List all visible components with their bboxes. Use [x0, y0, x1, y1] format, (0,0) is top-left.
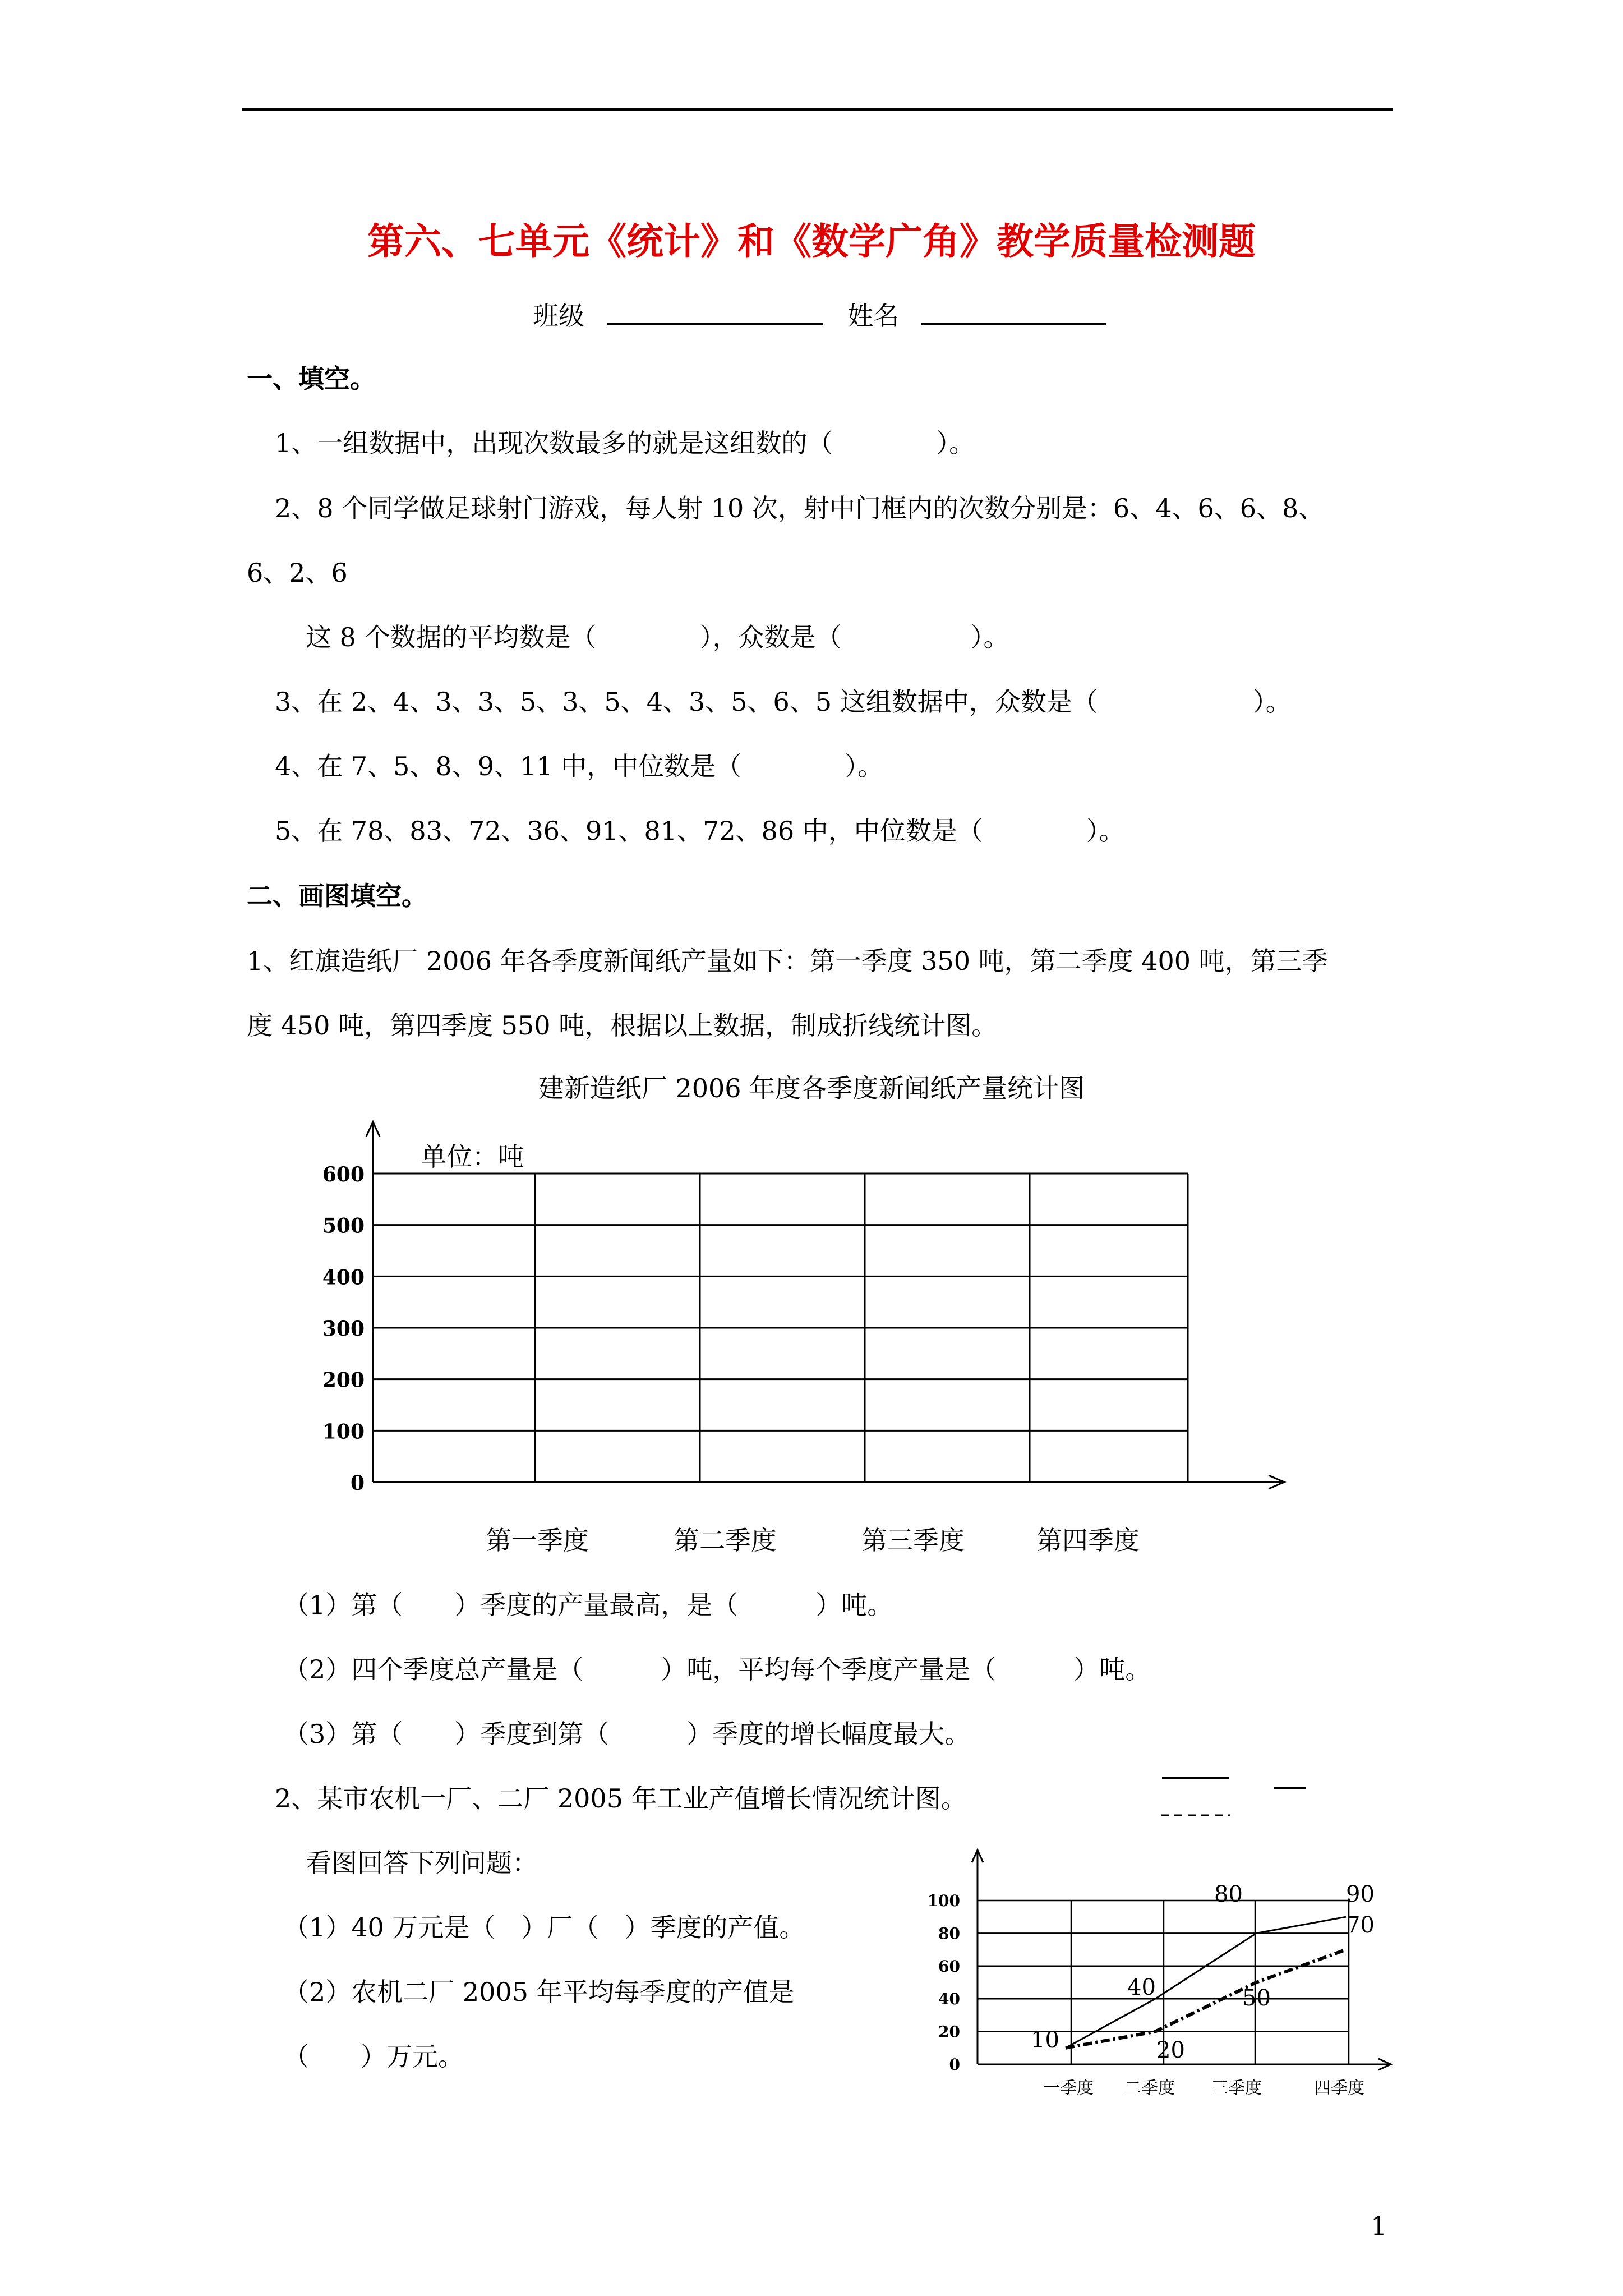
chart1-y-tick-label: 600 [322, 1163, 365, 1186]
p1-text-line1: 1、红旗造纸厂 2006 年各季度新闻纸产量如下：第一季度 350 吨，第二季度 400 吨，第三季 [247, 946, 1328, 976]
chart1-grid [373, 1174, 1188, 1482]
chart2-y-ticks [928, 1892, 960, 2074]
student-info [533, 300, 1106, 332]
q4-text: 4、在 7、5、8、9、11 中，中位数是（ ）。 [275, 751, 884, 781]
chart2-data-label: 20 [1156, 2037, 1185, 2063]
chart2-categories [1043, 2078, 1364, 2098]
legend-short-line [1274, 1787, 1306, 1789]
chart1-y-tick-label: 500 [322, 1214, 365, 1238]
chart2-data-label: 90 [1346, 1881, 1375, 1907]
chart1-category-label: 第二季度 [674, 1525, 777, 1556]
page-number: 1 [1371, 2211, 1387, 2241]
p2-q2b-text: （ ）万元。 [283, 2041, 464, 2072]
chart1-categories [486, 1525, 1140, 1556]
chart1-y-tick-label: 0 [350, 1471, 365, 1495]
chart2-data-label: 40 [1127, 1975, 1156, 2000]
p2-text: 2、某市农机一厂、二厂 2005 年工业产值增长情况统计图。 [275, 1783, 967, 1814]
chart2-y-tick-label: 0 [949, 2055, 960, 2074]
chart2-y-tick-label: 100 [927, 1892, 960, 1910]
chart1-y-ticks [322, 1163, 365, 1495]
q5-text: 5、在 78、83、72、36、91、81、72、86 中，中位数是（ ）。 [275, 816, 1125, 846]
chart1-category-label: 第三季度 [861, 1525, 965, 1556]
sub3-text: （3）第（ ）季度到第（ ）季度的增长幅度最大。 [283, 1719, 971, 1749]
chart1-axes [366, 1122, 1284, 1489]
legend-dashed-line [1161, 1813, 1234, 1818]
chart2-category-label: 一季度 [1043, 2078, 1094, 2098]
p2-q2-text: （2）农机二厂 2005 年平均每季度的产值是 [283, 1977, 795, 2007]
chart2-data-label: 80 [1214, 1881, 1243, 1907]
chart2-category-label: 二季度 [1124, 2078, 1175, 2098]
chart2-series [1066, 1917, 1346, 2048]
chart2-data-labels [1031, 1881, 1375, 2063]
p1-text-line2: 度 450 吨，第四季度 550 吨，根据以上数据，制成折线统计图。 [247, 1010, 998, 1041]
chart1-category-label: 第一季度 [486, 1525, 589, 1556]
chart2-series-line-1 [1066, 1917, 1346, 2048]
chart2 [897, 1834, 1402, 2104]
chart1-y-tick-label: 300 [322, 1317, 365, 1341]
page-title: 第六、七单元《统计》和《数学广角》教学质量检测题 [367, 219, 1256, 263]
q1-text: 1、一组数据中，出现次数最多的就是这组数的（ ）。 [275, 428, 975, 458]
sub1-text: （1）第（ ）季度的产量最高，是（ ）吨。 [283, 1590, 893, 1620]
name-label: 姓名 [847, 301, 900, 331]
chart2-data-label: 70 [1346, 1912, 1375, 1938]
p2-q1-text: （1）40 万元是（ ）厂（ ）季度的产值。 [283, 1912, 805, 1943]
section1-heading: 一、填空。 [247, 364, 376, 394]
chart1-y-tick-label: 400 [322, 1266, 365, 1290]
class-field[interactable] [607, 301, 823, 325]
q2-text-line1: 2、8 个同学做足球射门游戏，每人射 10 次，射中门框内的次数分别是：6、4、6、6、8、 [275, 493, 1325, 523]
class-label: 班级 [533, 301, 584, 331]
chart2-data-label: 10 [1031, 2027, 1059, 2053]
chart1-category-label: 第四季度 [1036, 1525, 1140, 1556]
name-field[interactable] [921, 301, 1106, 325]
chart2-y-tick-label: 20 [938, 2022, 960, 2041]
chart1-unit-label: 单位：吨 [421, 1142, 524, 1172]
chart1-y-tick-label: 200 [322, 1368, 365, 1392]
chart2-category-label: 三季度 [1211, 2078, 1262, 2098]
chart2-category-label: 四季度 [1314, 2078, 1364, 2098]
header-rule [242, 108, 1393, 111]
chart1 [0, 1111, 1623, 1571]
q2-text-line3: 这 8 个数据的平均数是（ ），众数是（ ）。 [306, 622, 1009, 652]
chart1-y-tick-label: 100 [322, 1420, 365, 1444]
chart2-y-tick-label: 40 [938, 1990, 960, 2009]
sub2-text: （2）四个季度总产量是（ ）吨，平均每个季度产量是（ ）吨。 [283, 1654, 1151, 1685]
legend-solid-line [1162, 1777, 1229, 1779]
section2-heading: 二、画图填空。 [247, 881, 427, 911]
p2-prompt: 看图回答下列问题： [306, 1848, 538, 1878]
chart2-y-tick-label: 60 [938, 1957, 960, 1976]
q2-text-line2: 6、2、6 [247, 558, 348, 588]
chart1-title: 建新造纸厂 2006 年度各季度新闻纸产量统计图 [538, 1073, 1085, 1103]
chart2-data-label: 50 [1242, 1985, 1271, 2011]
q3-text: 3、在 2、4、3、3、5、3、5、4、3、5、6、5 这组数据中，众数是（ ）。 [275, 687, 1292, 717]
chart2-y-tick-label: 80 [938, 1924, 960, 1943]
